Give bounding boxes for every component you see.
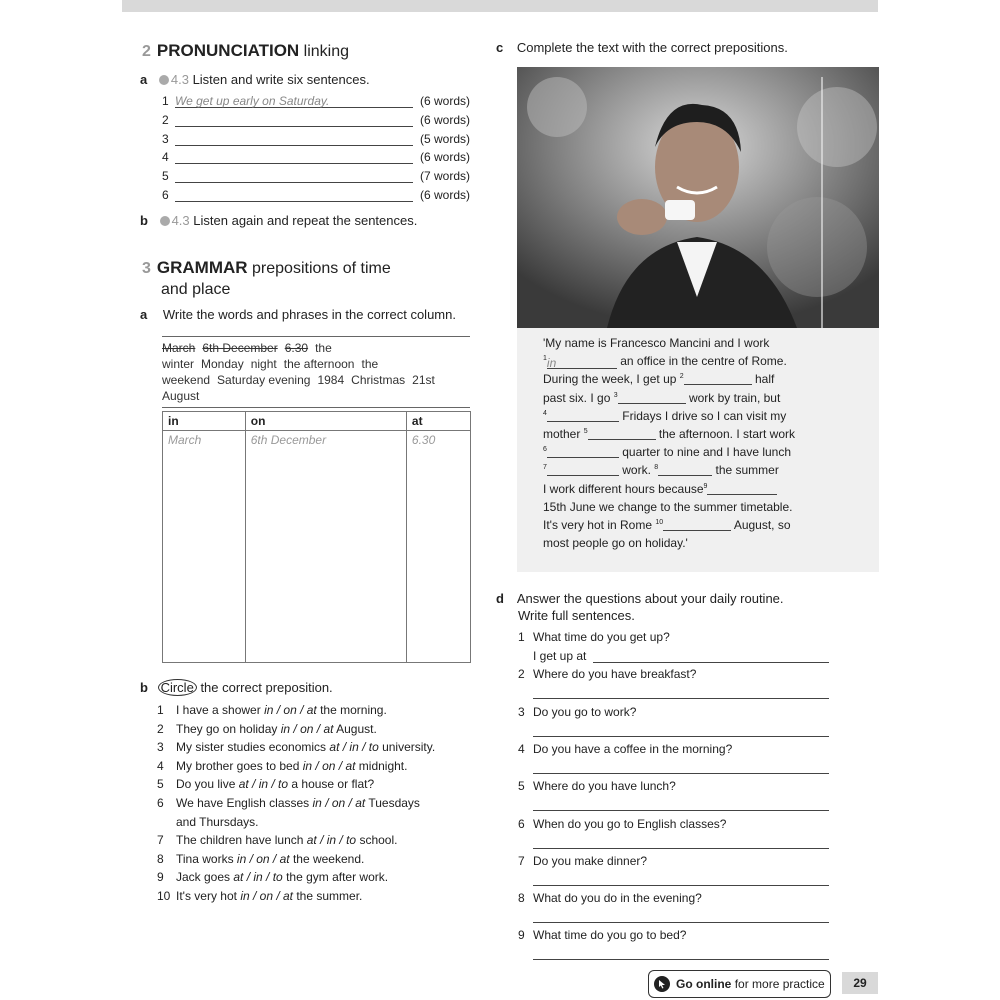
column-on: on: [245, 412, 406, 431]
circle-item: [157, 852, 364, 866]
question-number: 7: [518, 853, 525, 868]
question-line: [518, 928, 686, 942]
answer-blank[interactable]: [175, 169, 413, 183]
text-fragment: Fridays I drive so I can visit my: [618, 408, 787, 423]
answer-line[interactable]: [533, 697, 829, 699]
answer-blank[interactable]: [547, 463, 619, 476]
question-number: 3: [518, 704, 525, 719]
line-number: 1: [162, 94, 169, 108]
text-fragment: 15th June we change to the summer timetable.: [543, 499, 793, 514]
text-fragment: an office in the centre of Rome.: [616, 354, 787, 369]
word-count: (7 words): [419, 169, 470, 184]
pronunciation-line: [162, 94, 470, 110]
word-chip: March: [162, 341, 196, 355]
item-text-after: midnight.: [355, 758, 408, 773]
answer-line[interactable]: [533, 884, 829, 886]
text-fragment: past six. I go: [543, 390, 614, 405]
item-text: The children have lunch: [176, 833, 307, 848]
section-3a-instruction: a Write the words and phrases in the correct column.: [140, 307, 456, 322]
answer-blank[interactable]: [707, 482, 777, 495]
column-at: at: [406, 412, 470, 431]
word-chip: Saturday evening: [217, 373, 311, 387]
pronunciation-line: [162, 188, 470, 204]
word-count: (6 words): [419, 112, 470, 127]
pronunciation-line: [162, 132, 470, 148]
go-online-button[interactable]: Go online for more practice: [648, 970, 831, 998]
item-text: Jack goes: [176, 870, 234, 885]
question-number: 1: [518, 630, 525, 644]
circle-item: [157, 796, 420, 810]
preposition-options[interactable]: at / in / to: [233, 870, 283, 885]
section-2b-instruction: b 4.3 Listen again and repeat the sentences.: [140, 213, 418, 228]
text-line: [543, 409, 786, 423]
answer-blank[interactable]: [175, 188, 413, 202]
word-chip: Christmas: [351, 373, 406, 387]
answer-blank[interactable]: [175, 113, 413, 127]
word-chip: 21st August: [162, 373, 435, 403]
item-text-after: a house or flat?: [288, 777, 375, 792]
answer-blank[interactable]: in: [547, 356, 617, 369]
question-line: [518, 817, 726, 831]
item-text: We have English classes: [176, 796, 313, 810]
gap-number: 5: [583, 428, 588, 435]
answer-blank[interactable]: [547, 445, 619, 458]
photo-illustration: [517, 67, 879, 328]
gap-number: 3: [613, 391, 618, 399]
item-number: 10: [157, 889, 171, 903]
text-fragment: 'My name is Francesco Mancini and I work: [543, 336, 770, 350]
question-line: [518, 854, 647, 868]
question-text: Do you make dinner?: [533, 853, 648, 868]
item-text: They go on holiday: [176, 721, 281, 736]
text-fragment: the afternoon. I start work: [655, 427, 795, 441]
word-count: (6 words): [419, 188, 470, 202]
word-count: (6 words): [419, 150, 470, 165]
section-c-instruction: c Complete the text with the correct prepositions.: [496, 40, 788, 55]
text-fragment: work by train, but: [685, 390, 781, 405]
text-fragment: quarter to nine and I have lunch: [618, 445, 792, 460]
pronunciation-line: [162, 169, 470, 185]
circle-item: [157, 740, 435, 754]
item-text-after: August.: [333, 721, 377, 736]
item-number: 9: [157, 870, 164, 885]
line-number: 5: [162, 169, 169, 184]
preposition-options[interactable]: in / on / at: [264, 703, 317, 717]
item-text: and Thursdays.: [176, 814, 259, 829]
text-fragment: work.: [618, 463, 655, 478]
text-fragment: the summer: [712, 463, 779, 478]
item-text-after: university.: [378, 740, 436, 755]
text-line: [543, 354, 787, 369]
audio-icon[interactable]: [160, 216, 170, 226]
gap-number: 2: [679, 373, 684, 381]
question-text: When do you go to English classes?: [533, 816, 727, 831]
gap-number: 6: [543, 446, 547, 454]
question-text: What time do you get up?: [533, 630, 670, 644]
text-fragment: I work different hours because: [543, 481, 704, 496]
item-number: 5: [157, 777, 164, 792]
cell-on[interactable]: 6th December: [245, 431, 406, 663]
word-chip: Monday: [201, 357, 244, 371]
answer-line[interactable]: [533, 958, 829, 960]
item-number: 7: [157, 833, 164, 848]
item-text: Tina works: [176, 851, 237, 866]
gap-number: 7: [543, 464, 547, 472]
question-text: Where do you have breakfast?: [533, 667, 697, 682]
text-fragment: August, so: [731, 518, 791, 532]
item-text-after: the weekend.: [289, 851, 365, 866]
preposition-options[interactable]: in / on / at: [240, 889, 294, 903]
answer-line[interactable]: [533, 772, 829, 774]
word-box: [162, 336, 470, 408]
section-d-instruction: d Answer the questions about your daily routine. Write full sentences.: [496, 591, 784, 623]
circle-item: [157, 889, 362, 903]
question-line: [518, 891, 702, 905]
word-chip: the winter: [162, 341, 332, 371]
line-number: 3: [162, 131, 169, 146]
preposition-table: [162, 411, 471, 663]
answer-line[interactable]: [533, 735, 829, 737]
text-line: [543, 391, 780, 405]
item-number: 1: [157, 703, 164, 717]
item-text: I have a shower: [176, 703, 265, 717]
item-number: 3: [157, 740, 164, 755]
item-text: My brother goes to bed: [176, 758, 303, 773]
text-line: [543, 536, 688, 550]
gap-number: 9: [703, 482, 708, 490]
text-line: [543, 463, 779, 477]
answer-line[interactable]: [593, 661, 829, 663]
question-text: Do you go to work?: [533, 704, 637, 719]
question-text: What time do you go to bed?: [533, 928, 687, 943]
question-text: Where do you have lunch?: [533, 779, 676, 794]
circle-item: [157, 759, 407, 773]
preposition-options[interactable]: in / on / at: [236, 851, 290, 866]
answer-blank[interactable]: [684, 372, 752, 385]
gap-number: 8: [654, 464, 659, 472]
man-drinking-coffee-photo: [517, 67, 879, 328]
answer-line[interactable]: [533, 921, 829, 923]
item-text-after: the gym after work.: [282, 870, 389, 885]
gap-number: 1: [543, 355, 547, 363]
answer-prefix: I get up at: [533, 649, 587, 663]
answer-blank[interactable]: [663, 518, 731, 531]
section-2-heading: 2 PRONUNCIATION linking: [142, 41, 350, 60]
pronunciation-line: [162, 113, 470, 129]
page-number: 29: [842, 972, 878, 994]
answer-line[interactable]: [533, 847, 829, 849]
question-number: 5: [518, 779, 525, 794]
answer-line[interactable]: [533, 809, 829, 811]
text-line: [543, 336, 769, 350]
section-2a-instruction: a 4.3 Listen and write six sentences.: [140, 72, 370, 87]
question-number: 6: [518, 816, 525, 831]
circle-item: [157, 703, 387, 717]
item-text-after: Tuesdays: [365, 796, 420, 810]
answer-blank[interactable]: [175, 132, 413, 146]
item-number: 2: [157, 721, 164, 736]
cell-in[interactable]: March: [163, 431, 246, 663]
text-line: [543, 372, 774, 386]
answer-blank[interactable]: [175, 150, 413, 164]
text-fragment: During the week, I get up: [543, 372, 680, 387]
text-line: [543, 482, 777, 496]
question-line: [518, 667, 696, 681]
pronunciation-line: [162, 150, 470, 166]
circle-item: [157, 777, 374, 791]
section-3b-instruction: b Circle the correct preposition.: [140, 680, 333, 695]
item-text: My sister studies economics: [176, 740, 330, 755]
circle-item: [157, 870, 388, 884]
preposition-options[interactable]: at / in / to: [238, 777, 289, 792]
answer-blank[interactable]: [588, 427, 656, 440]
cursor-arrow-icon: [654, 976, 670, 992]
answer-blank[interactable]: [547, 409, 619, 422]
question-number: 8: [518, 891, 525, 906]
text-fragment: half: [751, 372, 775, 387]
text-line: [543, 427, 795, 441]
answer-blank[interactable]: We get up early on Saturday.: [175, 94, 413, 108]
line-number: 2: [162, 112, 169, 127]
item-text: Do you live: [176, 777, 239, 792]
word-count: (6 words): [419, 94, 470, 108]
question-line: [518, 779, 676, 793]
item-text-after: the summer.: [293, 889, 363, 903]
word-count: (5 words): [419, 131, 470, 146]
top-bar: [122, 0, 878, 12]
question-line: [518, 705, 636, 719]
item-text-after: the morning.: [316, 703, 387, 717]
preposition-options[interactable]: in / on / at: [312, 796, 366, 810]
text-line: [543, 518, 791, 532]
item-number: 6: [157, 796, 164, 810]
circle-item: [176, 815, 259, 829]
item-number: 4: [157, 758, 164, 773]
circle-item: [157, 833, 397, 847]
section-3-heading: 3 GRAMMAR prepositions of time and place: [142, 258, 391, 298]
preposition-options[interactable]: in / on / at: [302, 758, 356, 773]
word-chip: 6th December: [202, 341, 278, 355]
gap-number: 4: [543, 409, 547, 417]
circle-item: [157, 722, 377, 736]
text-fragment: most people go on holiday.': [543, 536, 688, 551]
word-chip: the weekend: [162, 357, 379, 387]
answer-blank[interactable]: [618, 391, 686, 404]
preposition-options[interactable]: at / in / to: [329, 740, 379, 755]
question-text: Do you have a coffee in the morning?: [533, 741, 733, 756]
word-chip: the afternoon: [283, 357, 355, 371]
answer-blank[interactable]: [658, 463, 712, 476]
column-in: in: [163, 412, 246, 431]
word-chip: night: [250, 357, 277, 371]
text-fragment: It's very hot in Rome: [543, 518, 656, 532]
item-text: It's very hot: [176, 889, 241, 903]
question-line: [518, 630, 670, 644]
cell-at[interactable]: 6.30: [406, 431, 470, 663]
item-number: 8: [157, 851, 164, 866]
question-line: [518, 742, 732, 756]
line-number: 6: [162, 188, 169, 202]
text-line: [543, 445, 791, 459]
audio-icon[interactable]: [159, 75, 169, 85]
gap-number: 10: [655, 519, 664, 526]
word-chip: 6.30: [284, 341, 309, 355]
text-line: [543, 500, 792, 514]
text-fragment: mother: [543, 427, 584, 441]
line-number: 4: [162, 150, 169, 165]
question-number: 4: [518, 741, 525, 756]
preposition-options[interactable]: in / on / at: [280, 721, 334, 736]
question-text: What do you do in the evening?: [533, 891, 702, 906]
item-text-after: school.: [356, 833, 398, 848]
word-chip: 1984: [317, 373, 345, 387]
question-number: 2: [518, 667, 525, 682]
question-number: 9: [518, 928, 525, 943]
preposition-options[interactable]: at / in / to: [306, 833, 357, 848]
